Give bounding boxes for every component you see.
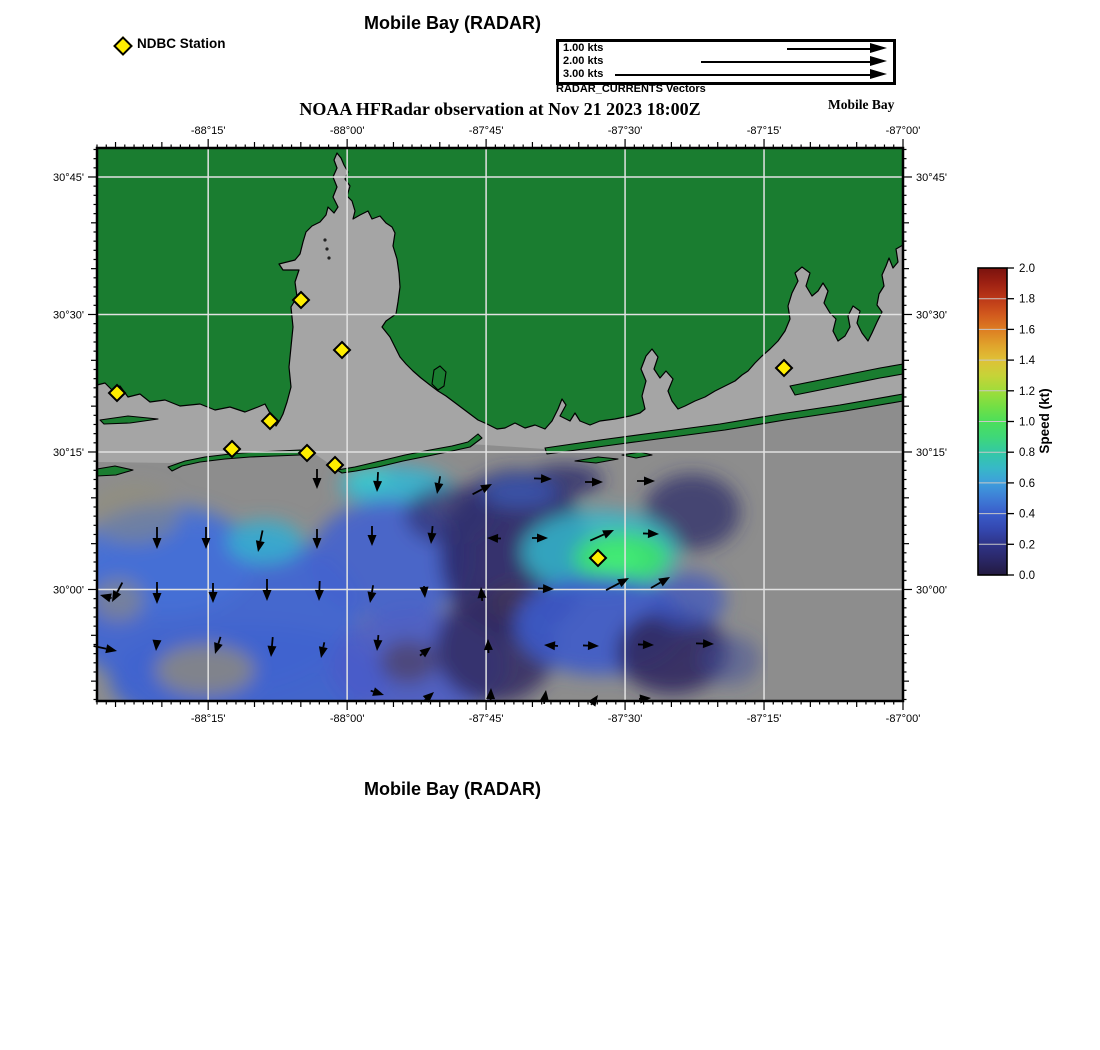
lon-label-bottom: -88°15': [190, 713, 226, 725]
colorbar-tick-label: 0.8: [1019, 447, 1035, 460]
colorbar-tick-label: 2.0: [1019, 263, 1035, 275]
vector-scale-caption: RADAR_CURRENTS Vectors: [556, 83, 706, 95]
top-title: Mobile Bay (RADAR): [363, 13, 541, 33]
lon-label-top: -88°00': [329, 125, 365, 137]
ndbc-legend-label: NDBC Station: [137, 36, 226, 51]
scale-label-3: 3.00 kts: [563, 68, 604, 80]
bottom-title: Mobile Bay (RADAR): [363, 779, 541, 799]
lon-label-top: -88°15': [190, 125, 226, 137]
delta-islet: [323, 238, 326, 241]
colorbar-tick-label: 0.6: [1019, 477, 1035, 490]
colorbar-axis-label: Speed (kt): [1037, 388, 1052, 454]
colorbar-layer: [978, 263, 1036, 582]
colorbar-tick-label: 0.0: [1019, 570, 1035, 582]
lon-label-top: -87°30': [607, 125, 643, 137]
colorbar-tick-label: 1.6: [1019, 324, 1035, 337]
lon-label-bottom: -87°30': [607, 713, 643, 725]
lon-label-top: -87°00': [885, 125, 921, 137]
colorbar-tick-label: 0.2: [1019, 539, 1035, 552]
speed-blob: [92, 578, 144, 622]
colorbar-tick-label: 0.4: [1019, 508, 1035, 521]
speed-blob: [90, 485, 180, 545]
speed-blob: [155, 644, 255, 696]
colorbar-tick-label: 1.8: [1019, 293, 1035, 306]
colorbar-tick-label: 1.2: [1019, 385, 1035, 398]
lon-label-bottom: -88°00': [329, 713, 365, 725]
lon-label-top: -87°45': [468, 125, 504, 137]
speed-blob: [405, 485, 495, 545]
speed-blob: [380, 640, 436, 684]
lat-label-right: 30°30': [916, 309, 947, 322]
colorbar-tick-label: 1.0: [1019, 416, 1035, 429]
delta-islet: [327, 256, 330, 259]
lon-label-bottom: -87°15': [746, 713, 782, 725]
lon-label-bottom: -87°00': [885, 713, 921, 725]
region-label: Mobile Bay: [828, 97, 895, 112]
lat-label-left: 30°30': [53, 309, 84, 322]
lat-label-right: 30°45': [916, 171, 947, 184]
lat-label-left: 30°15': [53, 446, 84, 459]
scale-label-2: 2.00 kts: [563, 55, 604, 67]
scale-label-1: 1.00 kts: [563, 42, 604, 54]
speed-blob: [227, 520, 303, 564]
lat-label-left: 30°00': [53, 584, 84, 597]
colorbar-tick-label: 1.4: [1019, 355, 1035, 368]
lat-label-right: 30°00': [916, 584, 947, 597]
lon-label-bottom: -87°45': [468, 713, 504, 725]
lat-label-left: 30°45': [53, 171, 84, 184]
lat-label-right: 30°15': [916, 446, 947, 459]
delta-islet: [325, 247, 328, 250]
island: [432, 366, 446, 390]
observation-subtitle: NOAA HFRadar observation at Nov 21 2023 18:00Z: [299, 99, 701, 119]
lon-label-top: -87°15': [746, 125, 782, 137]
